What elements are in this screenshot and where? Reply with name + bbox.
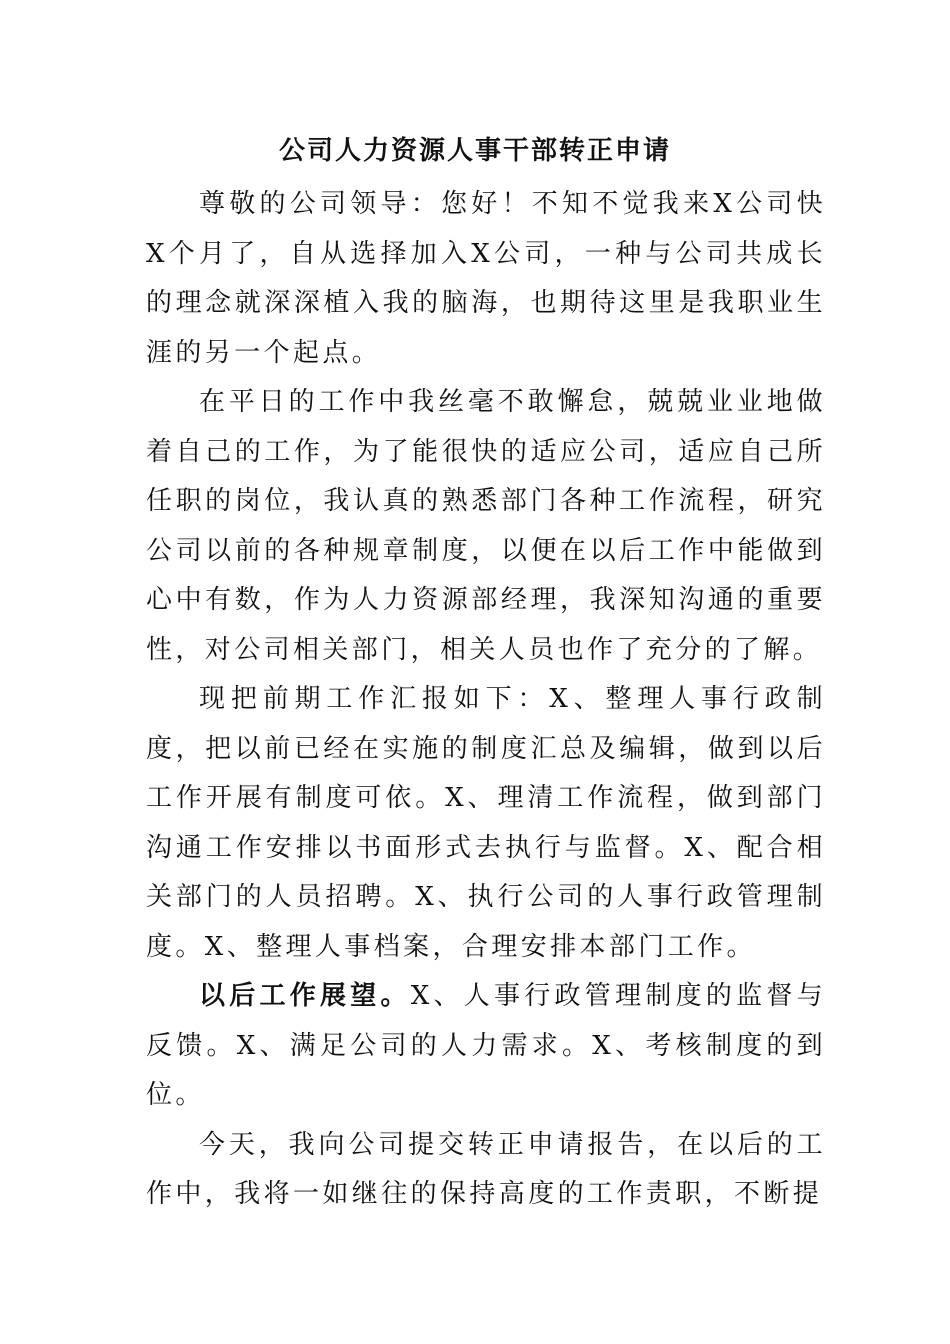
paragraph-closing: 今天，我向公司提交转正申请报告，在以后的工作中，我将一如继往的保持高度的工作责职，不断提 bbox=[146, 1129, 826, 1209]
outlook-heading: 以后工作展望。 bbox=[199, 981, 411, 1011]
document-title: 公司人力资源人事干部转正申请 bbox=[278, 136, 671, 166]
document-body bbox=[146, 180, 826, 1220]
paragraph-greeting: 尊敬的公司领导：您好！不知不觉我来X公司快X个月了，自从选择加入X公司，一种与公司共成长的理念就深深植入我的脑海，也期待这里是我职业生涯的另一个起点。 bbox=[146, 189, 826, 368]
paragraph-work-attitude: 在平日的工作中我丝毫不敢懈怠，兢兢业业地做着自己的工作，为了能很快的适应公司，适应自己所任职的岗位，我认真的熟悉部门各种工作流程，研究公司以前的各种规章制度，以便在以后工作中能做到心中有数，作为人力资源部经理，我深知沟通的重要性，对公司相关部门，相关人员也作了充分的了解。 bbox=[146, 387, 826, 665]
paragraph-outlook bbox=[146, 972, 826, 1121]
outlook-text: X、人事行政管理制度的监督与反馈。X、满足公司的人力需求。X、考核制度的到位。 bbox=[146, 981, 826, 1110]
paragraph-work-report: 现把前期工作汇报如下：X、整理人事行政制度，把以前已经在实施的制度汇总及编辑，做到以后工作开展有制度可依。X、理清工作流程，做到部门沟通工作安排以书面形式去执行与监督。X、配合相关部门的人员招聘。X、执行公司的人事行政管理制度。X、整理人事档案，合理安排本部门工作。 bbox=[146, 684, 826, 962]
